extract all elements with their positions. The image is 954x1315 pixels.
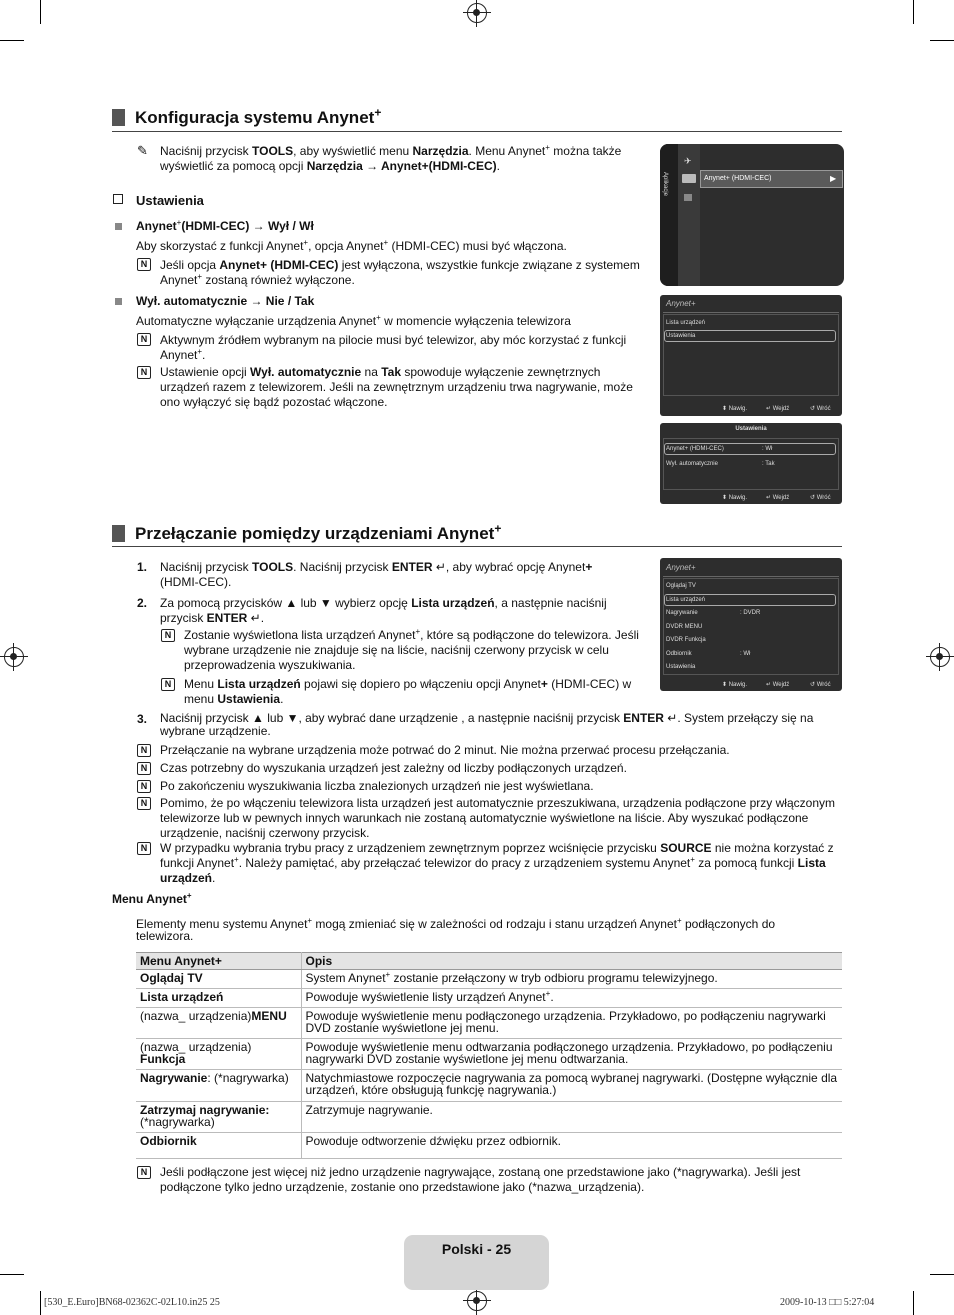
table-row <box>136 1039 842 1070</box>
table-cell-menu: Odbiornik <box>136 1133 301 1159</box>
device-list-item: Lista urządzeń <box>666 597 706 603</box>
step1-text: Naciśnij przycisk TOOLS. Naciśnij przycisk ENTER ↵, aby wybrać opcję Anynet+ (HDMI-CEC). <box>160 560 593 589</box>
note-icon: N <box>137 333 151 346</box>
table-row <box>136 970 842 989</box>
item2-text: Automatyczne wyłączanie urządzenia Anynet+ w momencie wyłączenia telewizora <box>136 313 571 328</box>
note-icon: N <box>137 780 151 793</box>
note-icon: N <box>137 744 151 757</box>
menu-anynet-heading: Menu Anynet+ <box>112 891 192 906</box>
note-icon: N <box>137 366 151 379</box>
final-note: Jeśli podłączone jest więcej niż jedno urządzenie nagrywające, zostaną one przedstawione jako (*nagrywarka). Jeśli jest podłączone tylko jedno urządzenie, zostanie ono przedstawione jako (*nazwa_urządzenia). <box>160 1165 801 1194</box>
screen-device-list: Anynet+ Oglądaj TV Lista urządzeń Nagrywanie : DVDR DVDR MENU DVDR Funkcja Odbiornik : Wł Ustawienia ⬍ Nawig. ↵ Wejdź ↺ Wróć <box>660 558 842 691</box>
step2-text: Za pomocą przycisków ▲ lub ▼ wybierz opcję Lista urządzeń, a następnie naciśnij przycisk ENTER ↵. <box>160 596 607 625</box>
item1-head: Anynet+(HDMI-CEC) → Wył / Wł <box>136 218 314 233</box>
note-icon: N <box>137 842 151 855</box>
registration-mark-icon <box>4 647 24 667</box>
table-row <box>136 1102 842 1133</box>
table-cell-menu: Oglądaj TV <box>136 970 301 989</box>
bullet-icon <box>115 223 122 230</box>
note-text: Przełączanie na wybrane urządzenia może potrwać do 2 minut. Nie można przerwać procesu przełączania. <box>160 743 730 757</box>
item1-text: Aby skorzystać z funkcji Anynet+, opcja Anynet+ (HDMI-CEC) musi być włączona. <box>136 238 567 253</box>
menu-intro: Elementy menu systemu Anynet+ mogą zmieniać się w zależności od rodzaju i stanu urządzeń Anynet+ podłączonych do telewizora. <box>136 916 776 943</box>
item2-note1: Aktywnym źródłem wybranym na pilocie musi być telewizor, aby móc korzystać z funkcji Anynet+. <box>160 333 627 362</box>
app-icon: ✈ <box>684 156 692 166</box>
table-header-menu: Menu Anynet+ <box>136 953 301 970</box>
note-icon: N <box>161 678 175 691</box>
table-header-desc: Opis <box>301 953 842 970</box>
registration-mark-icon <box>930 647 950 667</box>
screen-applications-menu: Aplikacje ✈ Anynet+ (HDMI-CEC) ▶ <box>660 144 844 286</box>
table-cell-desc: Powoduje wyświetlenie listy urządzeń Anynet+. <box>301 989 842 1008</box>
note-icon: N <box>137 258 151 271</box>
table-cell-menu: Lista urządzeń <box>136 989 301 1008</box>
table-cell-menu: Zatrzymaj nagrywanie: (*nagrywarka) <box>136 1102 301 1133</box>
device-list-item: DVDR Funkcja <box>666 637 706 643</box>
checkbox-icon <box>113 194 123 204</box>
table-cell-desc: Powoduje odtworzenie dźwięku przez odbiornik. <box>301 1133 842 1159</box>
registration-mark-icon <box>467 1291 487 1311</box>
device-list-item: Nagrywanie <box>666 610 698 616</box>
item2-head: Wył. automatycznie → Nie / Tak <box>136 294 315 308</box>
table-cell-menu: (nazwa_ urządzenia) Funkcja <box>136 1039 301 1070</box>
table-cell-desc: Powoduje wyświetlenie menu odtwarzania podłączonego urządzenia. Przykładowo, po podłączeniu nagrywarki DVD zostanie wyświetlone jej menu odtwarzania. <box>301 1039 842 1070</box>
table-row <box>136 1070 842 1102</box>
note-text: Czas potrzebny do wyszukania urządzeń jest zależny od liczby podłączonych urządzeń. <box>160 761 627 775</box>
step2-note2: Menu Lista urządzeń pojawi się dopiero po włączeniu opcji Anynet+ (HDMI-CEC) w menu Ustawienia. <box>184 677 632 706</box>
screen-anynet-menu: Anynet+ Lista urządzeń Ustawienia ⬍ Nawig. ↵ Wejdź ↺ Wróć <box>660 295 842 416</box>
item2-note2: Ustawienie opcji Wył. automatycznie na Tak spowoduje wyłączenie zewnętrznych urządzeń razem z telewizorem. Jeśli na zewnętrznym urządzeniu trwa nagrywanie, może ono wyłączyć się bądź pozostać włączone. <box>160 365 633 409</box>
note-text: Pomimo, że po włączeniu telewizora lista urządzeń jest automatycznie przeszukiwana, urządzenia podłączone przy włączonym telewizorze lub w pewnych innych warunkach nie zostaną automatycznie wyświetlone na liście. Aby wyszukać podłączone urządzenie, naciśnij czerwony przycisk. <box>160 796 835 840</box>
device-list-value: : DVDR <box>740 610 761 616</box>
tools-icon: ✎ <box>137 143 148 158</box>
device-list-item: Odbiornik <box>666 651 692 657</box>
table-row <box>136 1008 842 1039</box>
table-cell-menu: Nagrywanie: (*nagrywarka) <box>136 1070 301 1102</box>
page-label: Polski - 25 <box>441 1241 512 1257</box>
device-list-value: : Wł <box>740 651 751 657</box>
note-icon: N <box>137 797 151 810</box>
bullet-icon <box>115 298 122 305</box>
table-row <box>136 1133 842 1159</box>
table-cell-desc: System Anynet+ zostanie przełączony w tryb odbioru programu telewizyjnego. <box>301 970 842 989</box>
footer-right: 2009-10-13 □□ 5:27:04 <box>780 1297 875 1308</box>
step-number: 2. <box>137 596 148 610</box>
step-number: 3. <box>137 712 148 726</box>
note-icon: N <box>161 629 175 642</box>
screen-settings-menu: Ustawienia Anynet+ (HDMI-CEC) : Wł Wył. automatycznie : Tak ⬍ Nawig. ↵ Wejdź ↺ Wróć <box>660 423 842 504</box>
footer-left: [530_E.Euro]BN68-02362C-02L10.in25 25 <box>44 1297 220 1308</box>
step2-note1: Zostanie wyświetlona lista urządzeń Anynet+, które są podłączone do telewizora. Jeśli wybrane urządzenie nie znajduje się na liście, naciśnij czerwony przycisk w celu przeprowadzenia wyszukiwania. <box>184 627 639 672</box>
section-title-switching: Przełączanie pomiędzy urządzeniami Anynet+ <box>112 524 501 544</box>
table-cell-desc: Zatrzymuje nagrywanie. <box>301 1102 842 1133</box>
section-title-anynet-config: Konfiguracja systemu Anynet+ <box>112 108 381 128</box>
subsection-title: Ustawienia <box>136 193 204 208</box>
table-row <box>136 989 842 1008</box>
screen-icon <box>682 174 696 183</box>
note-icon: N <box>137 1166 151 1179</box>
device-list-item: Oglądaj TV <box>666 583 696 589</box>
table-cell-desc: Natychmiastowe rozpoczęcie nagrywania za pomocą wybranej nagrywarki. (Dostępne wyłącznie dla urządzeń, które obsługują funkcję nagrywania.) <box>301 1070 842 1102</box>
device-list-item: Ustawienia <box>666 664 696 670</box>
device-list-item: DVDR MENU <box>666 624 703 630</box>
step3-text: Naciśnij przycisk ▲ lub ▼, aby wybrać dane urządzenie , a następnie naciśnij przycisk ENTER ↵. System przełączy się na wybrane urządzenie. <box>160 711 814 738</box>
intro-text: Naciśnij przycisk TOOLS, aby wyświetlić menu Narzędzia. Menu Anynet+ można także wyświetlić za pomocą opcji Narzędzia → Anynet+(HDMI-CEC). <box>160 143 622 173</box>
note-text: W przypadku wybrania trybu pracy z urządzeniem zewnętrznym poprzez wciśnięcie przycisku SOURCE nie można korzystać z funkcji Anynet+. Należy pamiętać, aby przełączać telewizor do pracy z urządzeniem systemu Anynet+ za pomocą funkcji Lista urządzeń. <box>160 841 834 885</box>
step-number: 1. <box>137 560 148 574</box>
anynet-menu-table <box>136 952 842 1159</box>
registration-mark-icon <box>467 3 487 23</box>
table-cell-menu: (nazwa_ urządzenia)MENU <box>136 1008 301 1039</box>
item1-note: Jeśli opcja Anynet+ (HDMI-CEC) jest wyłączona, wszystkie funkcje związane z systemem Anynet+ zostaną również wyłączone. <box>160 258 640 287</box>
note-icon: N <box>137 762 151 775</box>
box-icon <box>684 194 692 201</box>
table-cell-desc: Powoduje wyświetlenie menu podłączonego urządzenia. Przykładowo, po podłączeniu nagrywarki DVD zostanie wyświetlone jej menu. <box>301 1008 842 1039</box>
note-text: Po zakończeniu wyszukiwania liczba znalezionych urządzeń nie jest wyświetlana. <box>160 779 594 793</box>
